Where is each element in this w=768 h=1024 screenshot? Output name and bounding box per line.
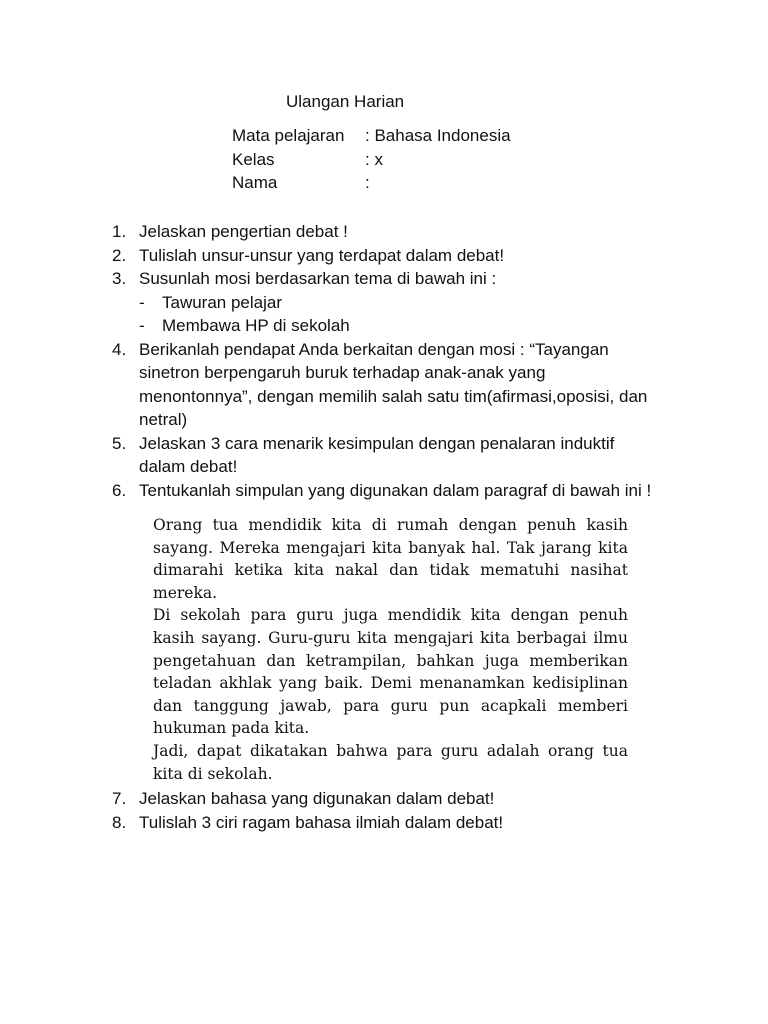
question-7 — [112, 787, 712, 811]
meta-label: Nama — [232, 173, 278, 192]
passage-paragraph: Jadi, dapat dikatakan bahwa para guru adalah orang tua kita di sekolah. — [153, 741, 628, 783]
sub-item-text: Tawuran pelajar — [162, 292, 283, 312]
meta-value: : x — [365, 149, 383, 169]
passage-paragraph: Di sekolah para guru juga mendidik kita dengan penuh kasih sayang. Guru-guru kita mengajari kita berbagai ilmu pengetahuan dan ketrampilan, bahkan juga memberikan teladan akhlak yang baik. Demi menanamkan kedisiplinan dan tanggung jawab, para guru pun acapkali memberi hukuman pada kita. — [153, 606, 628, 738]
sub-item — [112, 291, 712, 315]
question-text: Tulislah 3 ciri ragam bahasa ilmiah dalam debat! — [139, 812, 504, 832]
passage — [153, 514, 628, 785]
question-list — [112, 220, 712, 834]
meta-label: Mata pelajaran — [232, 126, 345, 145]
meta-value: : — [365, 173, 370, 192]
question-5 — [112, 432, 712, 479]
dash-bullet: - — [139, 292, 145, 312]
passage-paragraph: Orang tua mendidik kita di rumah dengan penuh kasih sayang. Mereka mengajari kita banyak hal. Tak jarang kita dimarahi ketika kita nakal dan tidak mematuhi nasihat mereka. — [153, 516, 628, 602]
question-number: 6. — [112, 480, 127, 500]
question-number: 2. — [112, 245, 127, 265]
question-text: Jelaskan bahasa yang digunakan dalam debat! — [139, 789, 495, 809]
question-2 — [112, 244, 712, 268]
sub-item — [112, 314, 712, 338]
meta-label: Kelas — [232, 149, 275, 169]
page-title: Ulangan Harian — [286, 92, 405, 111]
question-8 — [112, 811, 712, 835]
dash-bullet: - — [139, 316, 145, 335]
sub-item-text: Membawa HP di sekolah — [162, 316, 350, 335]
question-text: Susunlah mosi berdasarkan tema di bawah ini : — [139, 269, 497, 288]
question-text: Tulislah unsur-unsur yang terdapat dalam debat! — [139, 245, 505, 265]
meta-subject — [232, 124, 511, 148]
meta-name — [232, 171, 511, 195]
question-text: Jelaskan 3 cara menarik kesimpulan dengan penalaran induktif dalam debat! — [139, 433, 615, 476]
question-number: 8. — [112, 812, 127, 832]
meta-value: : Bahasa Indonesia — [365, 126, 511, 145]
question-number: 4. — [112, 339, 127, 359]
question-3 — [112, 267, 712, 291]
question-number: 3. — [112, 269, 127, 288]
meta-class — [232, 148, 511, 172]
question-6 — [112, 479, 712, 503]
question-text: Jelaskan pengertian debat ! — [139, 222, 348, 241]
question-number: 1. — [112, 222, 127, 241]
question-text: Berikanlah pendapat Anda berkaitan dengan mosi : “Tayangan sinetron berpengaruh buruk terhadap anak-anak yang menontonnya”, dengan memilih salah satu tim(afirmasi,oposisi, dan netral) — [139, 339, 648, 429]
exam-meta — [232, 124, 511, 195]
question-text: Tentukanlah simpulan yang digunakan dalam paragraf di bawah ini ! — [139, 480, 652, 500]
question-number: 7. — [112, 789, 127, 809]
question-number: 5. — [112, 433, 127, 453]
question-4 — [112, 338, 712, 432]
question-1 — [112, 220, 712, 244]
